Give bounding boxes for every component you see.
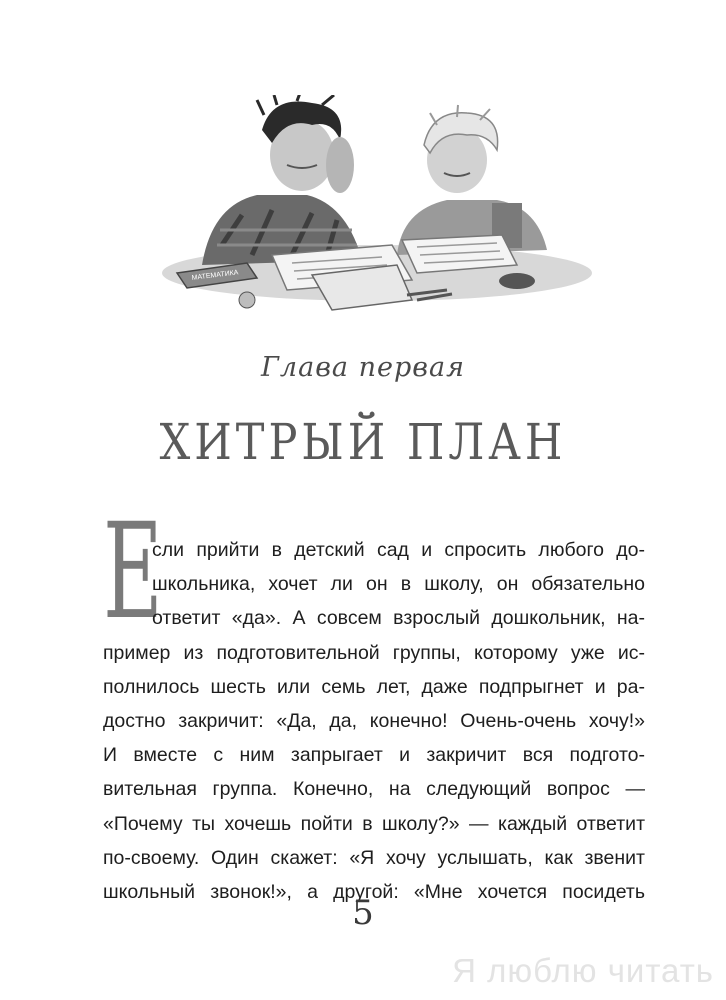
text-line: сли прийти в детский сад и спросить любого до- [152,539,645,561]
watermark: Я люблю читать [452,952,714,989]
text-line: школьника, хочет ли он в школу, он обязательно [152,573,645,596]
text-line: вительная группа. Конечно, на следующий вопрос — [103,778,645,801]
text-line: школьный звонок!», а другой: «Мне хочется посидеть [103,880,645,903]
text-line: ответит «да». А совсем взрослый дошкольник, на- [152,607,645,630]
drop-cap: Е [103,495,163,649]
body-text [103,533,645,909]
boy-left [202,95,362,265]
svg-text:МАТЕМАТИКА: МАТЕМАТИКА [191,269,239,282]
chapter-illustration [162,95,592,320]
page-number: 5 [352,893,374,933]
text-line: «Почему ты хочешь пойти в школу?» — каждый ответит [103,812,645,835]
toy-car [499,273,535,289]
text-line: по-своему. Один скажет: «Я хочу услышать, как звенит [103,846,645,869]
apple [239,292,255,308]
two-boys-doing-homework-illustration [162,95,592,320]
boy-right [397,105,547,255]
text-line: достно закричит: «Да, да, конечно! Очень-очень хочу!» [103,709,645,732]
text-line: И вместе с ним запрыгает и закричит вся подгото- [103,744,645,767]
chapter-label: Глава первая [261,352,465,383]
chapter-title: ХИТРЫЙ ПЛАН [159,414,567,472]
text-line: пример из подготовительной группы, которому уже ис- [103,641,645,664]
text-line: полнилось шесть или семь лет, даже подпрыгнет и ра- [103,675,645,698]
